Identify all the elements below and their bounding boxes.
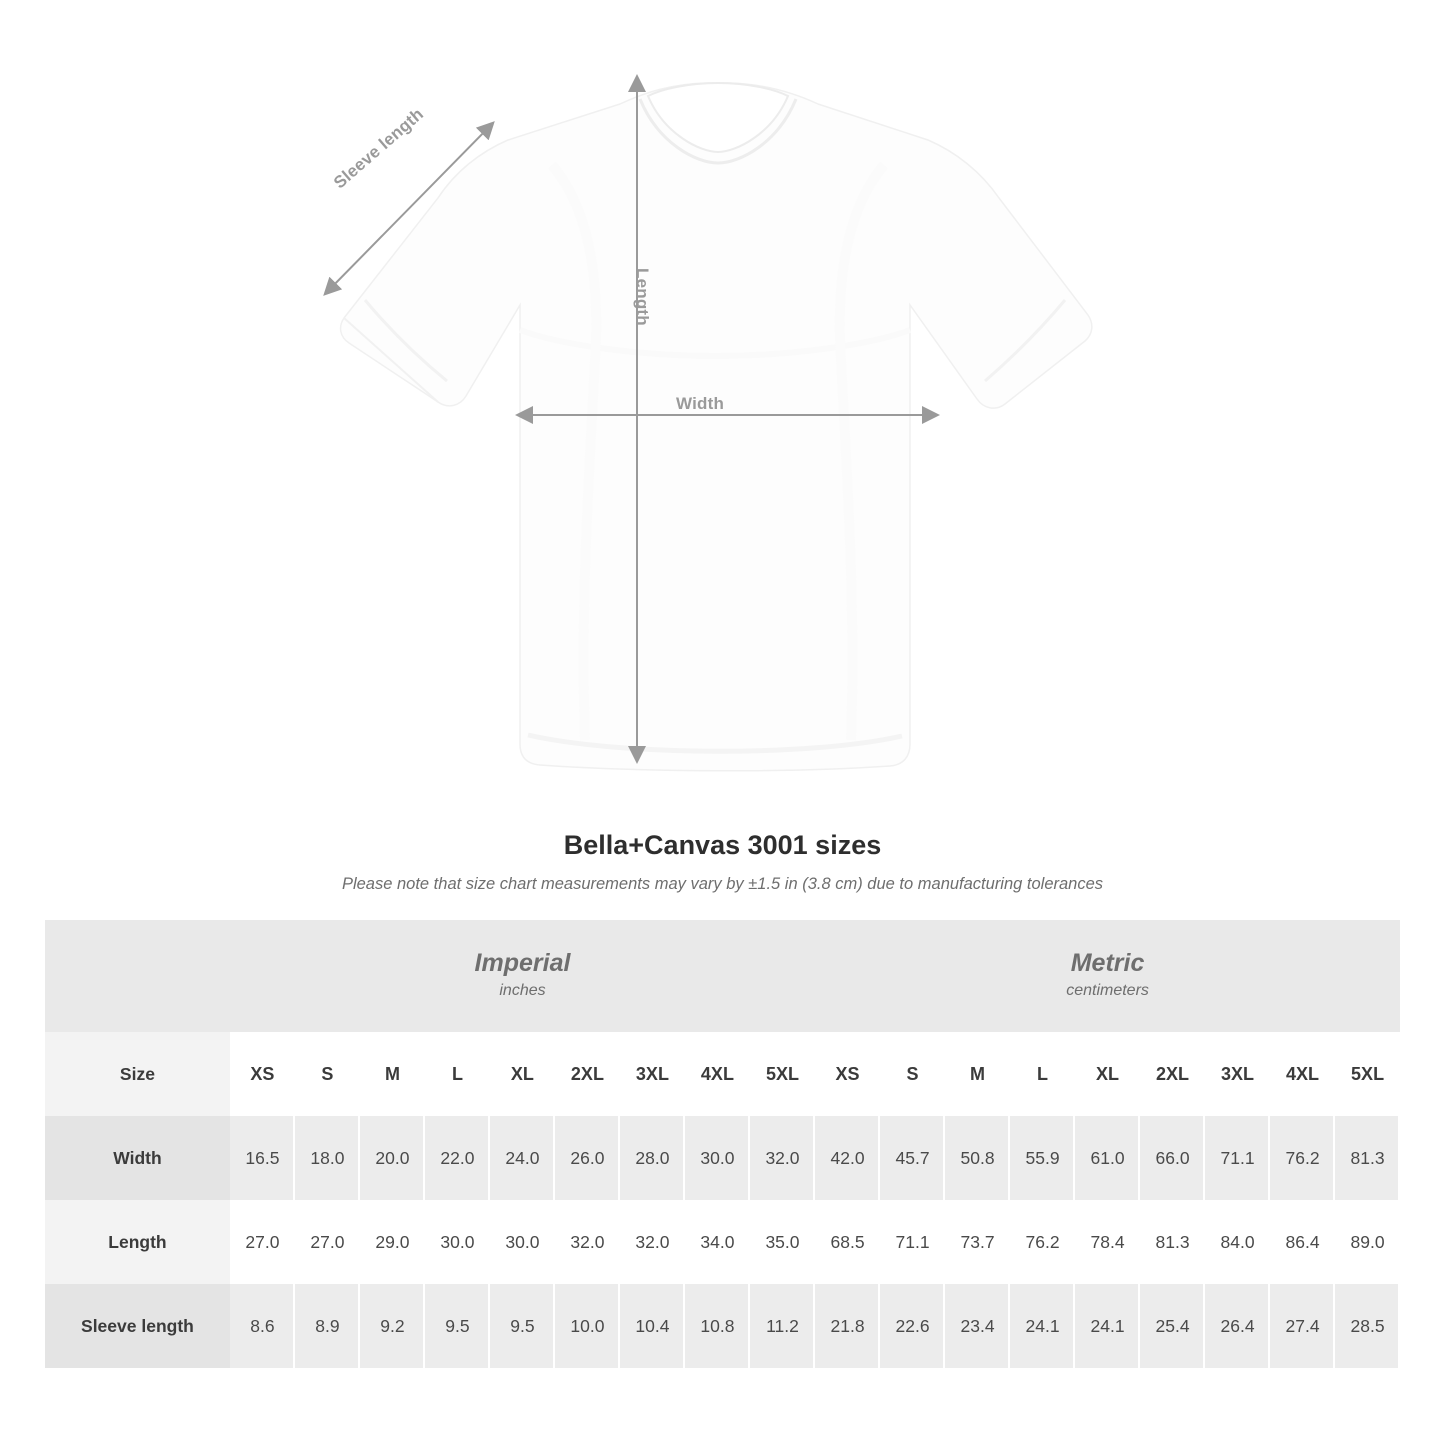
measurement-cell: 30.0 xyxy=(490,1200,555,1284)
measurement-cell: 28.0 xyxy=(620,1116,685,1200)
unit-group-imperial xyxy=(230,920,815,1032)
measurement-cell: 10.0 xyxy=(555,1284,620,1368)
measurement-cell: 71.1 xyxy=(880,1200,945,1284)
measurement-cell: 25.4 xyxy=(1140,1284,1205,1368)
measurement-cell: 21.8 xyxy=(815,1284,880,1368)
measurement-cell: 86.4 xyxy=(1270,1200,1335,1284)
measurement-cell: 61.0 xyxy=(1075,1116,1140,1200)
measurement-cell: 68.5 xyxy=(815,1200,880,1284)
measurement-cell: 32.0 xyxy=(555,1200,620,1284)
measurement-cell: 24.1 xyxy=(1075,1284,1140,1368)
size-column-header: 2XL xyxy=(1140,1032,1205,1116)
unit-header-spacer xyxy=(45,920,230,1032)
chart-title: Bella+Canvas 3001 sizes xyxy=(563,830,882,860)
measurement-cell: 84.0 xyxy=(1205,1200,1270,1284)
measurement-cell: 32.0 xyxy=(750,1116,815,1200)
measurement-cell: 76.2 xyxy=(1010,1200,1075,1284)
measurement-cell: 76.2 xyxy=(1270,1116,1335,1200)
measurement-cell: 32.0 xyxy=(620,1200,685,1284)
size-column-header: 5XL xyxy=(750,1032,815,1116)
measurement-cell: 9.5 xyxy=(490,1284,555,1368)
measurement-cell: 30.0 xyxy=(685,1116,750,1200)
size-column-header: XS xyxy=(230,1032,295,1116)
unit-group-metric xyxy=(815,920,1400,1032)
row-label-length: Length xyxy=(45,1200,230,1284)
measurement-cell: 16.5 xyxy=(230,1116,295,1200)
size-column-header: XL xyxy=(490,1032,555,1116)
measurement-cell: 22.6 xyxy=(880,1284,945,1368)
measurement-cell: 20.0 xyxy=(360,1116,425,1200)
measurement-cell: 24.1 xyxy=(1010,1284,1075,1368)
measurement-cell: 30.0 xyxy=(425,1200,490,1284)
measurement-cell: 8.9 xyxy=(295,1284,360,1368)
unit-group-name: Metric xyxy=(1070,949,1145,978)
measurement-cell: 24.0 xyxy=(490,1116,555,1200)
measurement-cell: 8.6 xyxy=(230,1284,295,1368)
measurement-cell: 18.0 xyxy=(295,1116,360,1200)
size-column-header: 2XL xyxy=(555,1032,620,1116)
measurement-cell: 27.4 xyxy=(1270,1284,1335,1368)
size-column-header: XS xyxy=(815,1032,880,1116)
size-table xyxy=(45,920,1400,1368)
measurement-cell: 66.0 xyxy=(1140,1116,1205,1200)
unit-group-sub: centimeters xyxy=(1066,982,1149,1000)
size-column-header: 5XL xyxy=(1335,1032,1400,1116)
measurement-cell: 50.8 xyxy=(945,1116,1010,1200)
measurement-cell: 71.1 xyxy=(1205,1116,1270,1200)
table-row xyxy=(45,1200,1400,1284)
size-header-row xyxy=(45,1032,1400,1116)
measurement-cell: 89.0 xyxy=(1335,1200,1400,1284)
size-column-header: XL xyxy=(1075,1032,1140,1116)
size-column-header: S xyxy=(880,1032,945,1116)
size-column-header: L xyxy=(1010,1032,1075,1116)
row-label-size: Size xyxy=(45,1032,230,1116)
size-column-header: M xyxy=(945,1032,1010,1116)
row-label-sleeve-length: Sleeve length xyxy=(45,1284,230,1368)
size-column-header: S xyxy=(295,1032,360,1116)
size-column-header: 3XL xyxy=(620,1032,685,1116)
measurement-cell: 26.4 xyxy=(1205,1284,1270,1368)
measurement-cell: 28.5 xyxy=(1335,1284,1400,1368)
measurement-cell: 78.4 xyxy=(1075,1200,1140,1284)
width-label: Width xyxy=(676,394,725,413)
measurement-cell: 10.4 xyxy=(620,1284,685,1368)
measurement-cell: 22.0 xyxy=(425,1116,490,1200)
table-row xyxy=(45,1284,1400,1368)
measurement-cell: 23.4 xyxy=(945,1284,1010,1368)
size-column-header: M xyxy=(360,1032,425,1116)
measurement-cell: 81.3 xyxy=(1140,1200,1205,1284)
unit-header-row xyxy=(45,920,1400,1032)
length-label: Length xyxy=(633,268,652,326)
sleeve-length-label: Sleeve length xyxy=(330,104,428,193)
size-column-header: 4XL xyxy=(1270,1032,1335,1116)
measurement-cell: 26.0 xyxy=(555,1116,620,1200)
unit-group-sub: inches xyxy=(499,982,546,1000)
tshirt-shape xyxy=(341,83,1092,771)
measurement-cell: 27.0 xyxy=(295,1200,360,1284)
table-row xyxy=(45,1116,1400,1200)
row-label-width: Width xyxy=(45,1116,230,1200)
measurement-cell: 73.7 xyxy=(945,1200,1010,1284)
measurement-cell: 10.8 xyxy=(685,1284,750,1368)
measurement-cell: 9.5 xyxy=(425,1284,490,1368)
size-column-header: 3XL xyxy=(1205,1032,1270,1116)
measurement-cell: 55.9 xyxy=(1010,1116,1075,1200)
measurement-cell: 34.0 xyxy=(685,1200,750,1284)
unit-group-name: Imperial xyxy=(474,949,571,978)
measurement-cell: 11.2 xyxy=(750,1284,815,1368)
measurement-cell: 29.0 xyxy=(360,1200,425,1284)
measurement-cell: 35.0 xyxy=(750,1200,815,1284)
size-column-header: L xyxy=(425,1032,490,1116)
size-chart-block xyxy=(0,830,1445,1368)
size-column-header: 4XL xyxy=(685,1032,750,1116)
measurement-cell: 45.7 xyxy=(880,1116,945,1200)
measurement-cell: 81.3 xyxy=(1335,1116,1400,1200)
chart-subtitle: Please note that size chart measurements may vary by ±1.5 in (3.8 cm) due to manufacturing tolerances xyxy=(341,875,1104,893)
measurement-cell: 42.0 xyxy=(815,1116,880,1200)
measurement-cell: 9.2 xyxy=(360,1284,425,1368)
measurement-cell: 27.0 xyxy=(230,1200,295,1284)
